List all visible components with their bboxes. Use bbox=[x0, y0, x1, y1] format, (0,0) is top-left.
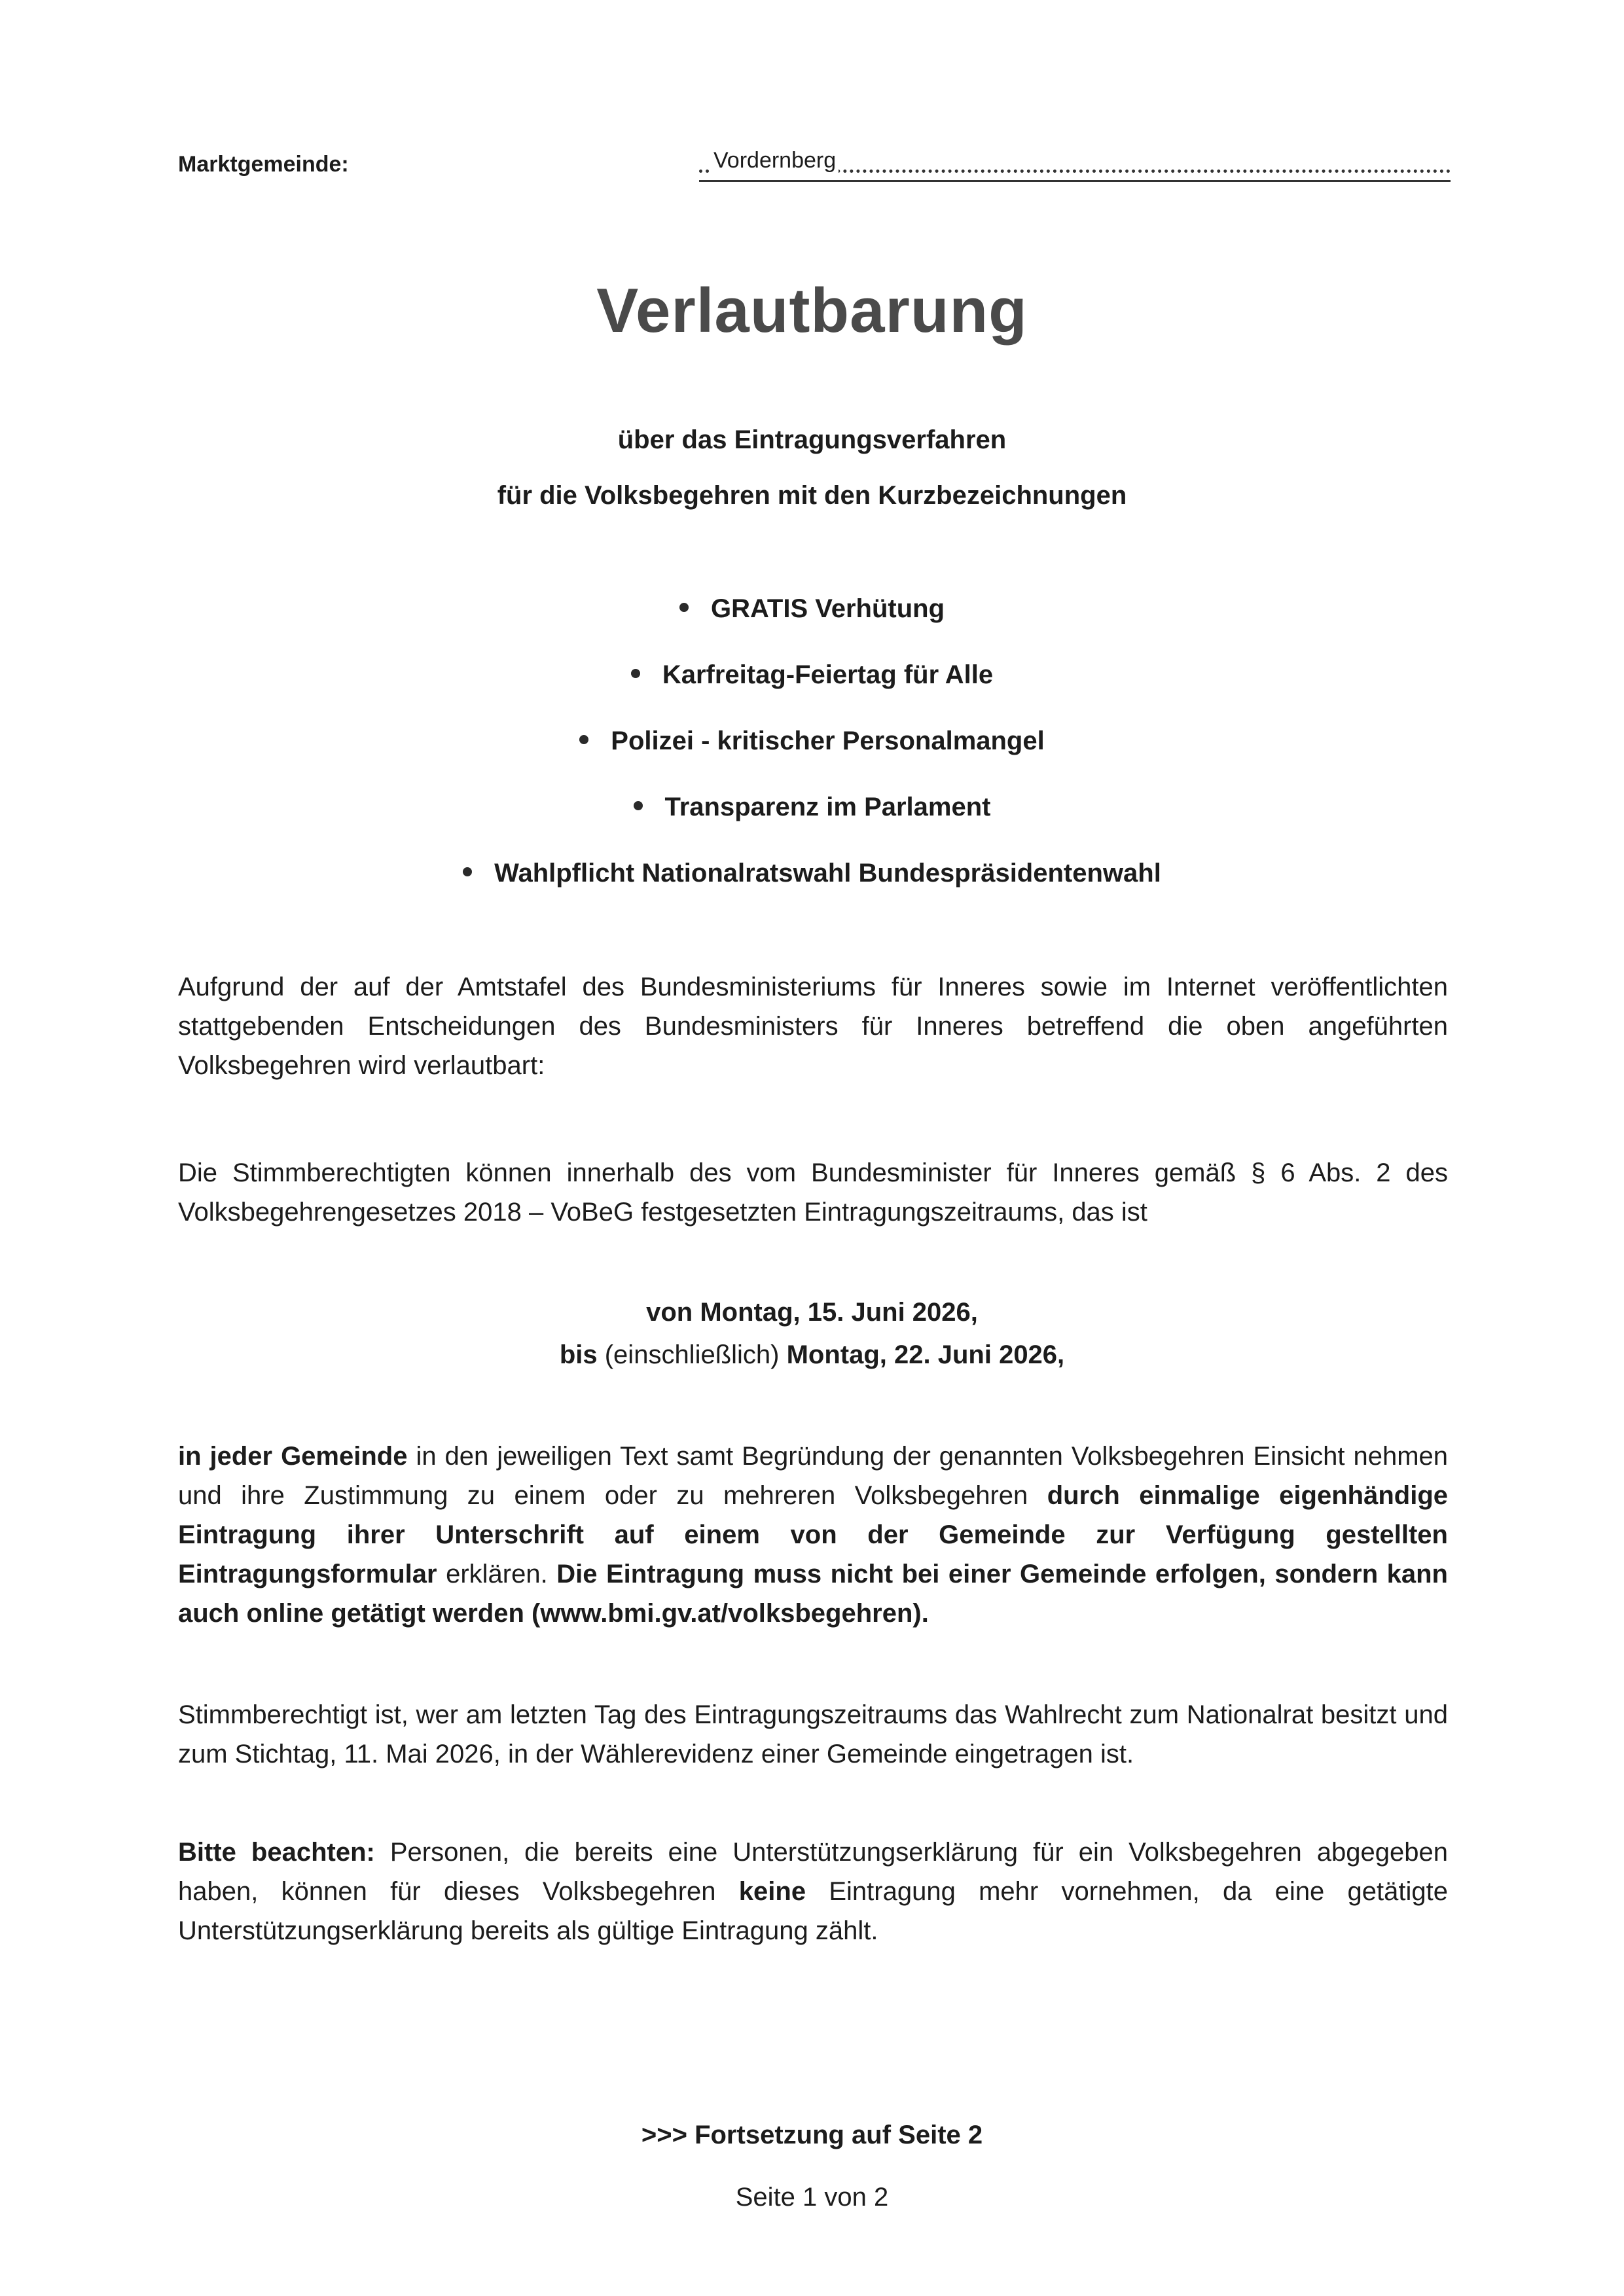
period-end-prefix: bis bbox=[559, 1340, 598, 1369]
initiative-label: Wahlpflicht Nationalratswahl Bundespräsidentenwahl bbox=[494, 859, 1161, 888]
subtitle-line-1: über das Eintragungsverfahren bbox=[617, 425, 1007, 454]
registration-method: durch einmalige eigenhändige Eintragung ihrer Unterschrift auf einem von der Gemeinde zur Verfügung gestellten Eintragungsformular bbox=[178, 1481, 1448, 1588]
period-end-inclusive: (einschließlich) bbox=[597, 1340, 787, 1369]
registration-text-2: erklären. bbox=[437, 1560, 557, 1588]
paragraph-period-intro: Die Stimmberechtigten können innerhalb des vom Bundesminister für Inneres gemäß § 6 Abs. 2 des Volksbegehrengesetzes 2018 – VoBeG festgesetzten Eintragungszeitraums, das ist bbox=[178, 1158, 1448, 1227]
paragraph-eligibility: Stimmberechtigt ist, wer am letzten Tag des Eintragungszeitraums das Wahlrecht zum Nationalrat besitzt und zum Stichtag, 11. Mai 2026, in der Wählerevidenz einer Gemeinde eingetragen ist. bbox=[178, 1700, 1448, 1768]
bullet-icon bbox=[631, 669, 640, 678]
page-number: Seite 1 von 2 bbox=[735, 2183, 889, 2212]
initiative-label: GRATIS Verhütung bbox=[710, 594, 945, 623]
initiative-item bbox=[0, 853, 1624, 920]
registration-location: in jeder Gemeinde bbox=[178, 1442, 408, 1471]
subtitle-line-2: für die Volksbegehren mit den Kurzbezeichnungen bbox=[497, 481, 1127, 510]
notice-label: Bitte beachten: bbox=[178, 1838, 375, 1867]
municipality-label: Marktgemeinde: bbox=[178, 152, 349, 177]
period-start: von Montag, 15. Juni 2026, bbox=[646, 1298, 978, 1327]
initiative-label: Karfreitag-Feiertag für Alle bbox=[662, 660, 994, 689]
initiative-label: Polizei - kritischer Personalmangel bbox=[611, 726, 1045, 755]
initiative-item bbox=[0, 721, 1624, 787]
period-end bbox=[0, 1335, 1624, 1374]
bullet-icon bbox=[679, 603, 689, 612]
initiative-item bbox=[0, 787, 1624, 853]
initiative-label: Transparenz im Parlament bbox=[664, 793, 991, 821]
paragraph-registration bbox=[178, 1437, 1448, 1633]
registration-text-1: in den jeweiligen Text samt Begründung der genannten Volksbegehren Einsicht nehmen und ihre Zustimmung zu einem oder zu mehreren Volksbegehren bbox=[178, 1442, 1449, 1510]
bullet-icon bbox=[463, 867, 472, 876]
paragraph-notice bbox=[178, 1833, 1448, 1950]
municipality-name: Vordernberg bbox=[711, 148, 839, 173]
bullet-icon bbox=[579, 735, 588, 744]
document-title: Verlautbarung bbox=[596, 276, 1028, 346]
notice-text-2: Eintragung mehr vornehmen, da eine getätigte Unterstützungserklärung bereits als gültige Eintragung zählt. bbox=[178, 1877, 1449, 1945]
underline bbox=[699, 180, 1451, 182]
initiative-item bbox=[0, 655, 1624, 721]
initiative-item bbox=[0, 589, 1624, 655]
period-end-date: Montag, 22. Juni 2026, bbox=[786, 1340, 1065, 1369]
registration-online-note: Die Eintragung muss nicht bei einer Gemeinde erfolgen, sondern kann auch online getätigt werden (www.bmi.gv.at/volksbegehren). bbox=[178, 1560, 1448, 1628]
initiative-list bbox=[0, 589, 1624, 920]
notice-text-1: Personen, die bereits eine Unterstützungserklärung für ein Volksbegehren abgegeben haben, können für dieses Volksbegehren bbox=[178, 1838, 1448, 1906]
notice-keyword: keine bbox=[738, 1877, 806, 1906]
bullet-icon bbox=[634, 801, 643, 810]
municipality-field bbox=[699, 145, 1451, 182]
paragraph-basis: Aufgrund der auf der Amtstafel des Bundesministeriums für Inneres sowie im Internet veröffentlichten stattgebenden Entscheidungen des Bundesministers für Inneres betreffend die oben angeführten Volksbegehren wird verlautbart: bbox=[178, 973, 1448, 1080]
continued-note: >>> Fortsetzung auf Seite 2 bbox=[641, 2121, 983, 2149]
